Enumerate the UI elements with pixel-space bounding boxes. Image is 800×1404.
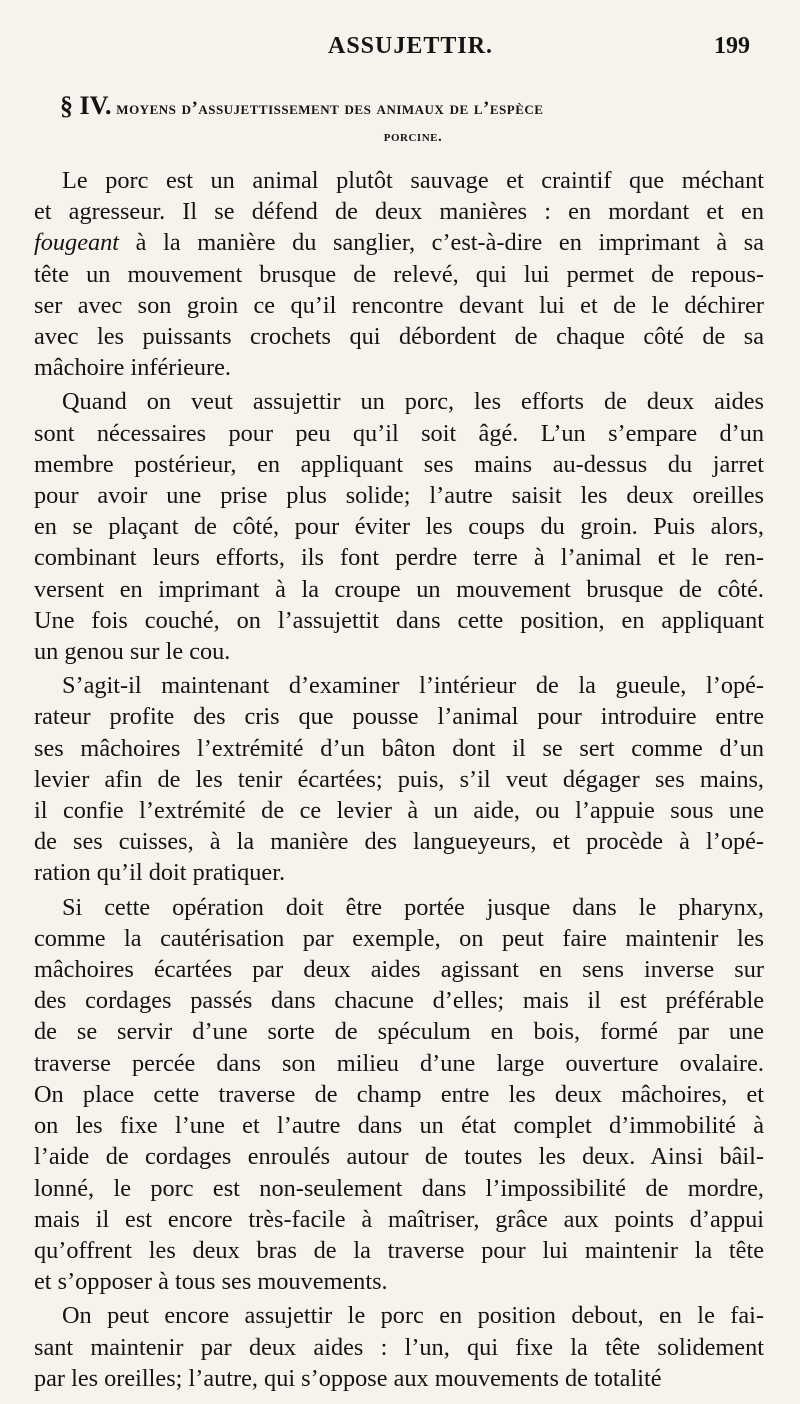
text-line: rateur profite des cris que pousse l’animal pour introduire entre — [34, 703, 764, 731]
running-head-title: ASSUJETTIR. — [328, 33, 494, 59]
section-heading-line-1 — [60, 90, 766, 125]
text-line: l’aide de cordages enroulés autour de toutes les deux. Ainsi bâil- — [34, 1143, 764, 1171]
paragraph — [34, 892, 764, 1298]
text-line: Quand on veut assujettir un porc, les efforts de deux aides — [62, 388, 764, 416]
text-line: il confie l’extrémité de ce levier à un aide, ou l’appuie sous une — [34, 797, 764, 825]
text-line: mâchoires écartées par deux aides agissant en sens inverse sur — [34, 956, 764, 984]
body-text — [34, 165, 764, 1397]
text-line: en se plaçant de côté, pour éviter les coups du groin. Puis alors, — [34, 513, 764, 541]
text-line: ration qu’il doit pratiquer. — [34, 859, 286, 887]
text-line: levier afin de les tenir écartées; puis, s’il veut dégager ses mains, — [34, 765, 764, 793]
running-head — [0, 33, 800, 67]
section-title-line-1: moyens d’assujettissement des animaux de l’espèce — [116, 98, 544, 119]
text-line: membre postérieur, en appliquant ses mains au-dessus du jarret — [34, 450, 764, 478]
text-line: mais il est encore très-facile à maîtriser, grâce aux points d’appui — [34, 1205, 764, 1233]
text-line: on les fixe l’une et l’autre dans un état complet d’immobilité à — [34, 1112, 764, 1140]
page-number: 199 — [714, 33, 750, 59]
text-line: On peut encore assujettir le porc en position debout, en le fai- — [62, 1302, 764, 1330]
text-line: Le porc est un animal plutôt sauvage et craintif que méchant — [62, 167, 764, 194]
text-line: un genou sur le cou. — [34, 638, 231, 666]
text-line: ses mâchoires l’extrémité d’un bâton dont il se sert comme d’un — [34, 734, 764, 762]
text-line: de ses cuisses, à la manière des langueyeurs, et procède à l’opé- — [34, 828, 764, 856]
paragraph — [34, 1300, 764, 1394]
section-heading — [60, 90, 766, 149]
text-line: traverse percée dans son milieu d’une large ouverture ovalaire. — [34, 1049, 764, 1077]
paragraph — [34, 165, 764, 383]
text-line: Une fois couché, on l’assujettit dans cette position, en appliquant — [34, 606, 764, 634]
text-line: et s’opposer à tous ses mouvements. — [34, 1268, 388, 1296]
text-line: sont nécessaires pour peu qu’il soit âgé. L’un s’empare d’un — [34, 419, 764, 447]
text-line: fougeant à la manière du sanglier, c’est-à-dire en imprimant à sa — [34, 229, 764, 257]
text-line: avec les puissants crochets qui débordent de chaque côté de sa — [34, 323, 764, 351]
paragraph — [34, 386, 764, 667]
text-line: comme la cautérisation par exemple, on peut faire maintenir les — [34, 924, 764, 952]
text-line: sant maintenir par deux aides : l’un, qui fixe la tête solidement — [34, 1333, 764, 1361]
section-title-line-2: porcine. — [383, 129, 443, 145]
text-line: On place cette traverse de champ entre les deux mâchoires, et — [34, 1080, 764, 1108]
paragraph — [34, 670, 764, 888]
text-line: de se servir d’une sorte de spéculum en bois, formé par une — [34, 1018, 764, 1046]
text-line: et agresseur. Il se défend de deux manières : en mordant et en — [34, 198, 764, 226]
text-line: des cordages passés dans chacune d’elles; mais il est préférable — [34, 987, 764, 1015]
text-line: pour avoir une prise plus solide; l’autre saisit les deux oreilles — [34, 482, 764, 510]
text-line: ser avec son groin ce qu’il rencontre devant lui et de le déchirer — [34, 291, 764, 319]
text-line: tête un mouvement brusque de relevé, qui lui permet de repous- — [34, 260, 764, 288]
text-line: lonné, le porc est non-seulement dans l’impossibilité de mordre, — [34, 1174, 764, 1202]
text-line: S’agit-il maintenant d’examiner l’intérieur de la gueule, l’opé- — [62, 672, 764, 700]
text-line: par les oreilles; l’autre, qui s’oppose aux mouvements de totalité — [34, 1364, 662, 1392]
text-line: combinant leurs efforts, ils font perdre terre à l’animal et le ren- — [34, 544, 764, 572]
text-line: mâchoire inférieure. — [34, 354, 231, 382]
text-line: versent en imprimant à la croupe un mouvement brusque de côté. — [34, 575, 764, 603]
text-line: Si cette opération doit être portée jusque dans le pharynx, — [62, 893, 764, 921]
section-number: § IV. — [60, 91, 112, 120]
text-line: qu’offrent les deux bras de la traverse pour lui maintenir la tête — [34, 1236, 764, 1264]
